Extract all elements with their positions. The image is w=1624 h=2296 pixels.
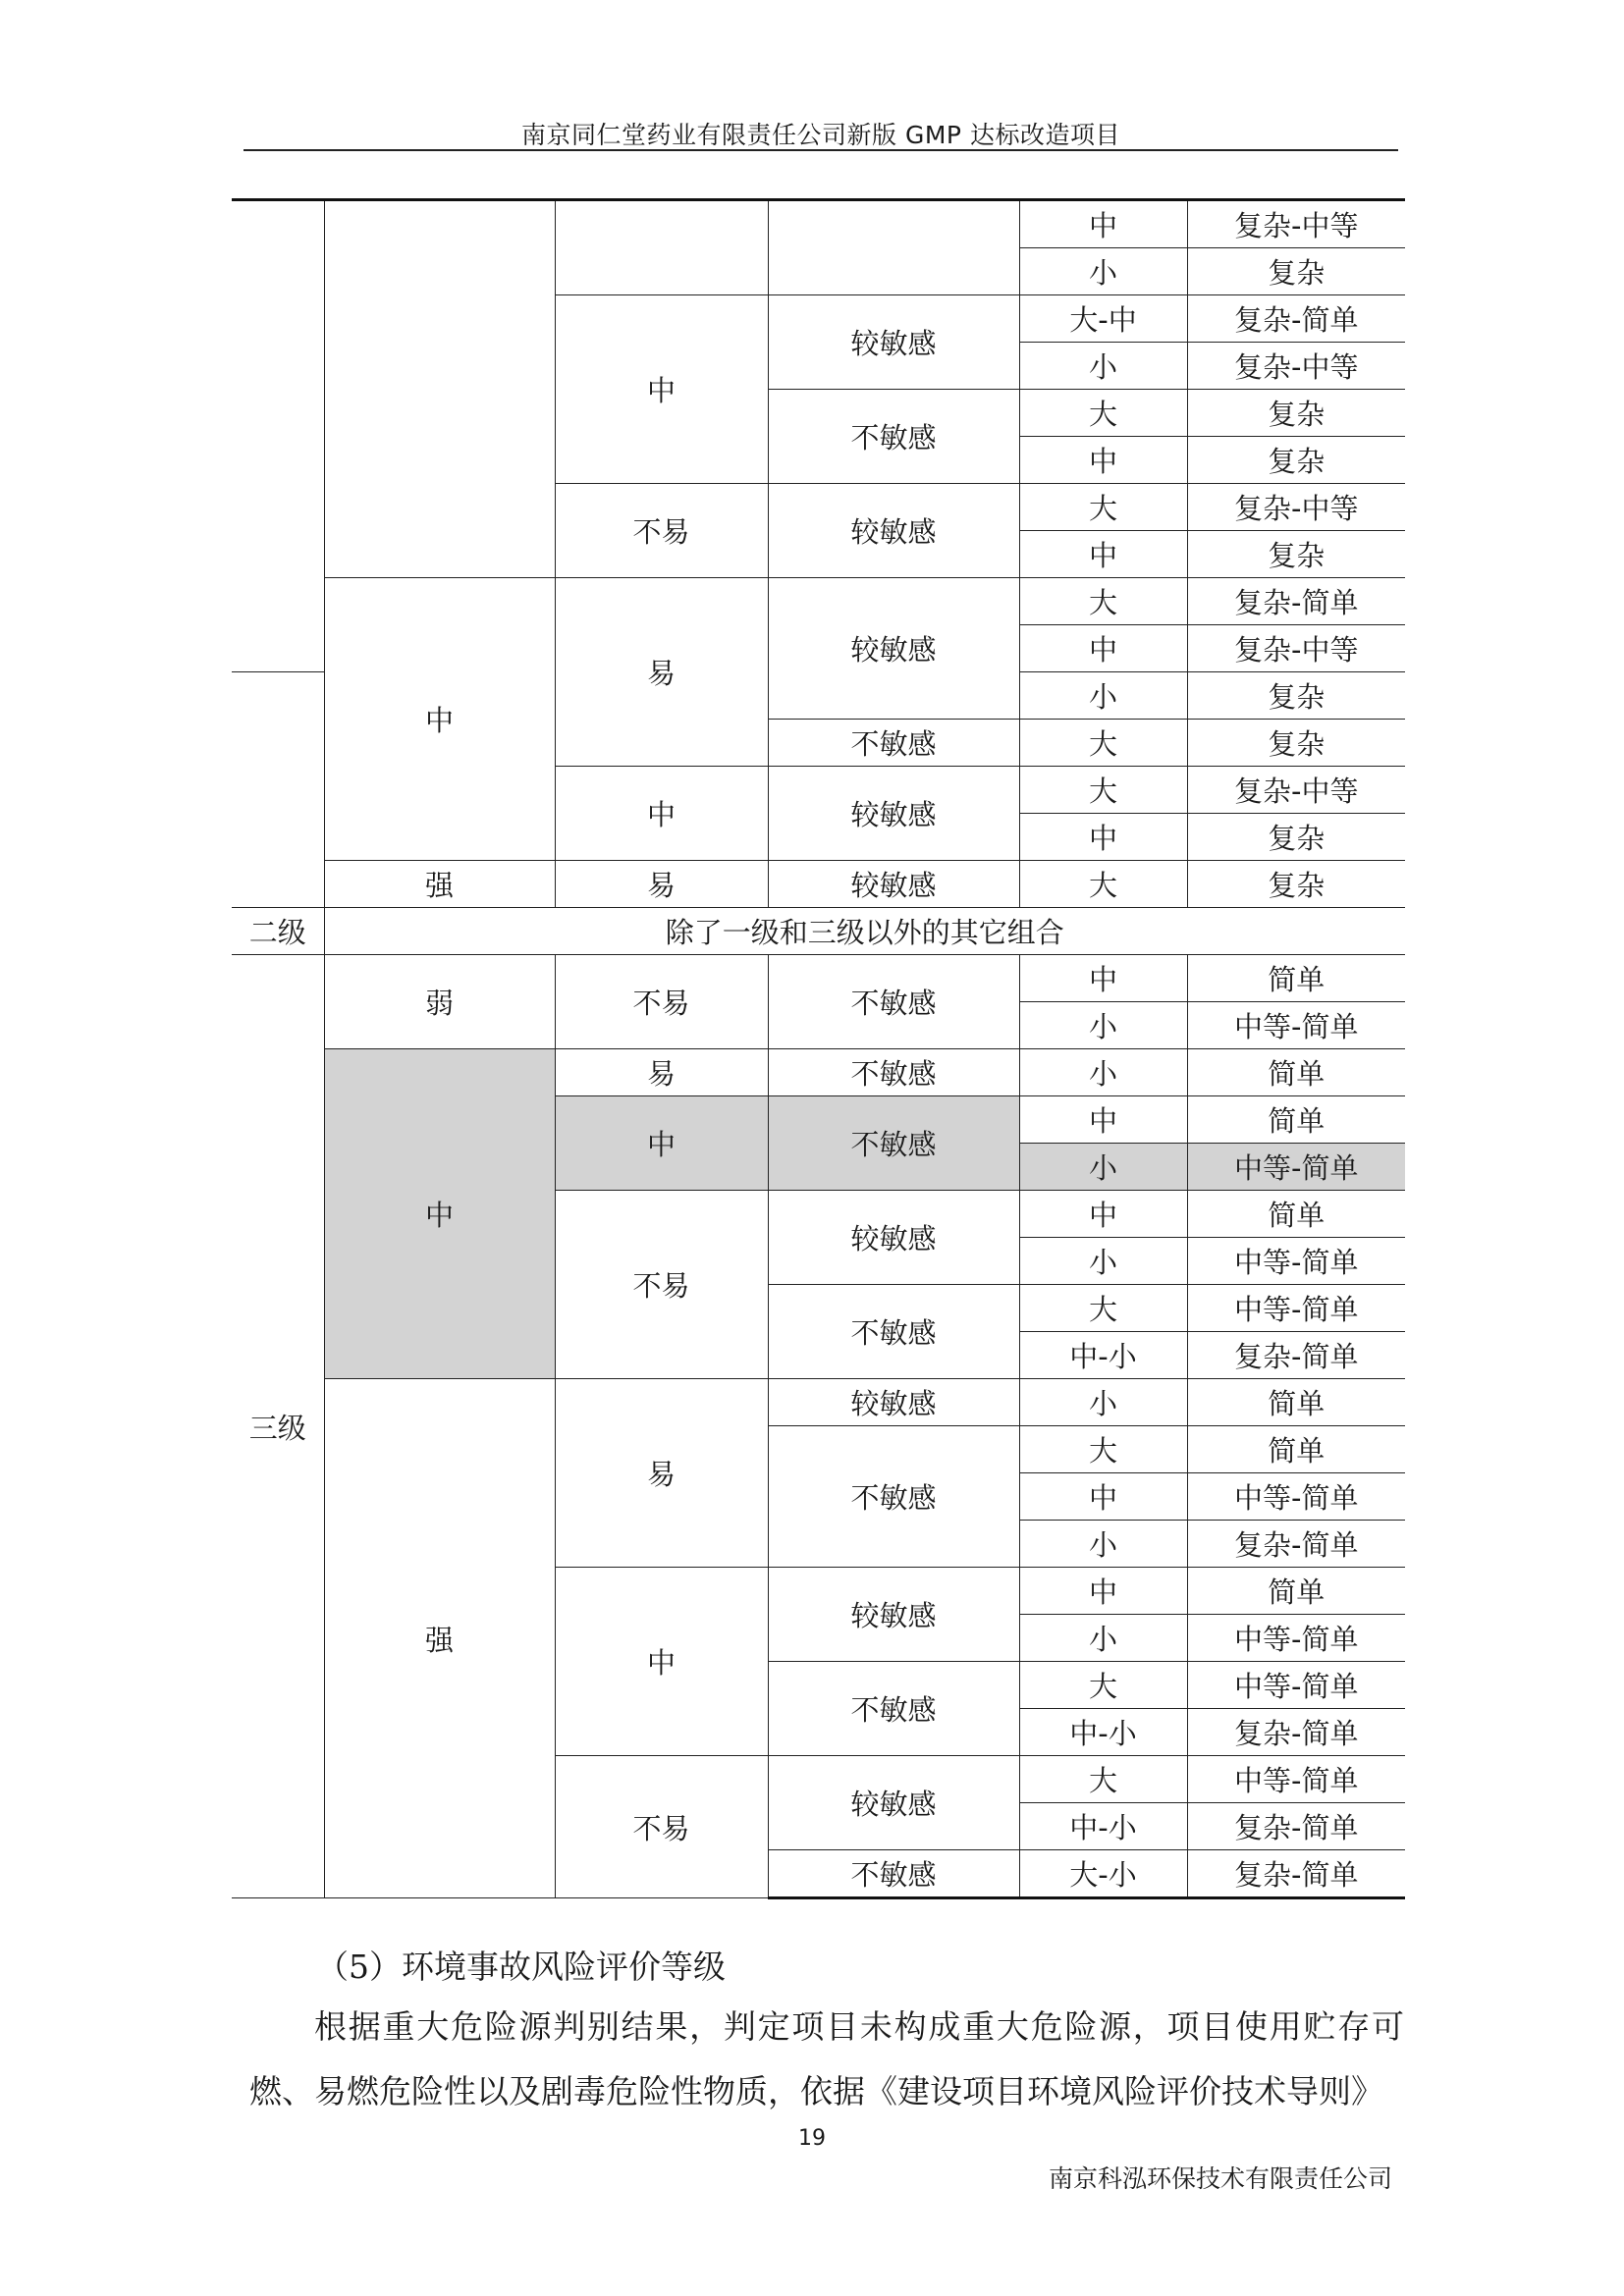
table-cell: 复杂-中等	[1187, 343, 1405, 390]
table-cell: 简单	[1187, 1049, 1405, 1096]
table-cell: 中等-简单	[1187, 1662, 1405, 1709]
table-cell: 中	[555, 1568, 768, 1756]
table-cell: 中	[555, 295, 768, 484]
table-cell: 小	[1019, 1002, 1187, 1049]
table-cell: 中	[1019, 1568, 1187, 1615]
table-cell: 复杂-中等	[1187, 484, 1405, 531]
table-cell: 易	[555, 1049, 768, 1096]
table-cell: 复杂-简单	[1187, 1332, 1405, 1379]
table-cell: 较敏感	[768, 578, 1019, 720]
level-2-description: 除了一级和三级以外的其它组合	[324, 908, 1405, 955]
risk-assessment-table	[232, 198, 1405, 1899]
table-cell: 大	[1019, 1756, 1187, 1803]
table-cell: 易	[555, 578, 768, 767]
table-cell: 不易	[555, 484, 768, 578]
table-cell: 较敏感	[768, 295, 1019, 390]
table-cell: 大	[1019, 1285, 1187, 1332]
table-cell: 复杂	[1187, 814, 1405, 861]
table-cell: 复杂-中等	[1187, 625, 1405, 672]
table-row	[232, 1379, 1405, 1426]
table-cell: 大	[1019, 861, 1187, 908]
table-cell: 大	[1019, 390, 1187, 437]
table-cell: 大	[1019, 720, 1187, 767]
level-cell	[232, 672, 324, 908]
table-cell: 大-小	[1019, 1850, 1187, 1898]
body-paragraph: 根据重大危险源判别结果，判定项目未构成重大危险源，项目使用贮存可燃、易燃危险性以及剧毒危险性物质，依据《建设项目环境风险评价技术导则》	[249, 2007, 1404, 2110]
table-cell: 复杂-简单	[1187, 1709, 1405, 1756]
table-cell	[768, 200, 1019, 295]
table-cell: 简单	[1187, 1379, 1405, 1426]
table-cell: 较敏感	[768, 484, 1019, 578]
table-cell: 中等-简单	[1187, 1002, 1405, 1049]
table-cell: 较敏感	[768, 767, 1019, 861]
table-cell: 小	[1019, 1615, 1187, 1662]
table-cell-highlighted: 中	[324, 1049, 555, 1379]
level-2-label: 二级	[232, 908, 324, 955]
table-cell: 简单	[1187, 1096, 1405, 1144]
table-cell: 较敏感	[768, 861, 1019, 908]
table-cell: 较敏感	[768, 1191, 1019, 1285]
table-cell: 小	[1019, 672, 1187, 720]
table-cell: 复杂-中等	[1187, 200, 1405, 248]
table-cell: 复杂	[1187, 531, 1405, 578]
table-cell: 中等-简单	[1187, 1285, 1405, 1332]
table-cell: 复杂-简单	[1187, 1850, 1405, 1898]
level-3-label: 三级	[232, 955, 324, 1898]
table-row	[232, 200, 1405, 248]
table-cell: 小	[1019, 248, 1187, 295]
table-cell: 不敏感	[768, 1426, 1019, 1568]
table-cell: 中	[1019, 955, 1187, 1002]
table-cell-highlighted: 中等-简单	[1187, 1144, 1405, 1191]
table-cell: 大	[1019, 484, 1187, 531]
table-cell: 中等-简单	[1187, 1473, 1405, 1521]
table-row	[232, 1049, 1405, 1096]
table-cell: 中	[1019, 531, 1187, 578]
table-cell-highlighted: 小	[1019, 1144, 1187, 1191]
table-cell: 不敏感	[768, 1049, 1019, 1096]
table-cell: 大	[1019, 1426, 1187, 1473]
table-cell: 中	[1019, 1096, 1187, 1144]
table-cell: 中-小	[1019, 1332, 1187, 1379]
table-cell: 大	[1019, 578, 1187, 625]
table-cell: 中-小	[1019, 1709, 1187, 1756]
table-cell: 较敏感	[768, 1568, 1019, 1662]
table-cell: 强	[324, 1379, 555, 1898]
table-cell-highlighted: 不敏感	[768, 1096, 1019, 1191]
table-cell: 简单	[1187, 1191, 1405, 1238]
table-cell: 小	[1019, 1521, 1187, 1568]
table-cell	[555, 200, 768, 295]
table-cell: 中等-简单	[1187, 1756, 1405, 1803]
table-cell: 复杂-简单	[1187, 578, 1405, 625]
table-cell: 复杂	[1187, 861, 1405, 908]
table-cell: 中	[1019, 1473, 1187, 1521]
header-rule	[244, 149, 1398, 151]
table-cell: 中	[555, 767, 768, 861]
table-cell: 中-小	[1019, 1803, 1187, 1850]
table-cell: 大	[1019, 1662, 1187, 1709]
table-cell: 弱	[324, 955, 555, 1049]
table-cell: 小	[1019, 1379, 1187, 1426]
table-cell: 复杂	[1187, 248, 1405, 295]
table-cell: 中等-简单	[1187, 1238, 1405, 1285]
table-cell: 强	[324, 861, 555, 908]
level-cell	[232, 200, 324, 672]
table-row	[232, 861, 1405, 908]
table-cell: 复杂	[1187, 390, 1405, 437]
table-cell: 不易	[555, 1756, 768, 1898]
table-cell: 不敏感	[768, 1850, 1019, 1898]
table-cell: 中	[324, 578, 555, 861]
table-cell: 简单	[1187, 1426, 1405, 1473]
table-cell: 易	[555, 861, 768, 908]
table-cell: 复杂	[1187, 437, 1405, 484]
table-cell: 复杂-简单	[1187, 295, 1405, 343]
table-cell: 小	[1019, 1238, 1187, 1285]
table-cell	[324, 200, 555, 578]
table-cell: 复杂-中等	[1187, 767, 1405, 814]
table-cell: 复杂-简单	[1187, 1803, 1405, 1850]
table-cell: 小	[1019, 1049, 1187, 1096]
table-cell: 中	[1019, 200, 1187, 248]
table-cell: 简单	[1187, 955, 1405, 1002]
table-cell: 不敏感	[768, 1285, 1019, 1379]
table-cell: 大-中	[1019, 295, 1187, 343]
table-cell: 简单	[1187, 1568, 1405, 1615]
table-cell: 中	[1019, 814, 1187, 861]
table-row-level-2	[232, 908, 1405, 955]
footer-company: 南京科泓环保技术有限责任公司	[1048, 2164, 1392, 2193]
table-cell: 不敏感	[768, 1662, 1019, 1756]
table-cell: 不易	[555, 1191, 768, 1379]
table-cell: 中等-简单	[1187, 1615, 1405, 1662]
table-cell: 复杂-简单	[1187, 1521, 1405, 1568]
table-cell: 不敏感	[768, 720, 1019, 767]
table-row	[232, 955, 1405, 1002]
table-cell: 大	[1019, 767, 1187, 814]
table-cell: 中	[1019, 625, 1187, 672]
header-title: 南京同仁堂药业有限责任公司新版 GMP 达标改造项目	[521, 121, 1120, 149]
table-cell: 小	[1019, 343, 1187, 390]
section-heading: （5）环境事故风险评价等级	[316, 1948, 726, 1986]
table-cell-highlighted: 中	[555, 1096, 768, 1191]
table-row	[232, 578, 1405, 625]
table-cell: 复杂	[1187, 720, 1405, 767]
table-cell: 不敏感	[768, 955, 1019, 1049]
table-cell: 较敏感	[768, 1379, 1019, 1426]
page-number: 19	[798, 2126, 826, 2151]
table-cell: 中	[1019, 1191, 1187, 1238]
table-cell: 复杂	[1187, 672, 1405, 720]
table-cell: 较敏感	[768, 1756, 1019, 1850]
table-cell: 中	[1019, 437, 1187, 484]
table-cell: 易	[555, 1379, 768, 1568]
table-cell: 不敏感	[768, 390, 1019, 484]
table-cell: 不易	[555, 955, 768, 1049]
